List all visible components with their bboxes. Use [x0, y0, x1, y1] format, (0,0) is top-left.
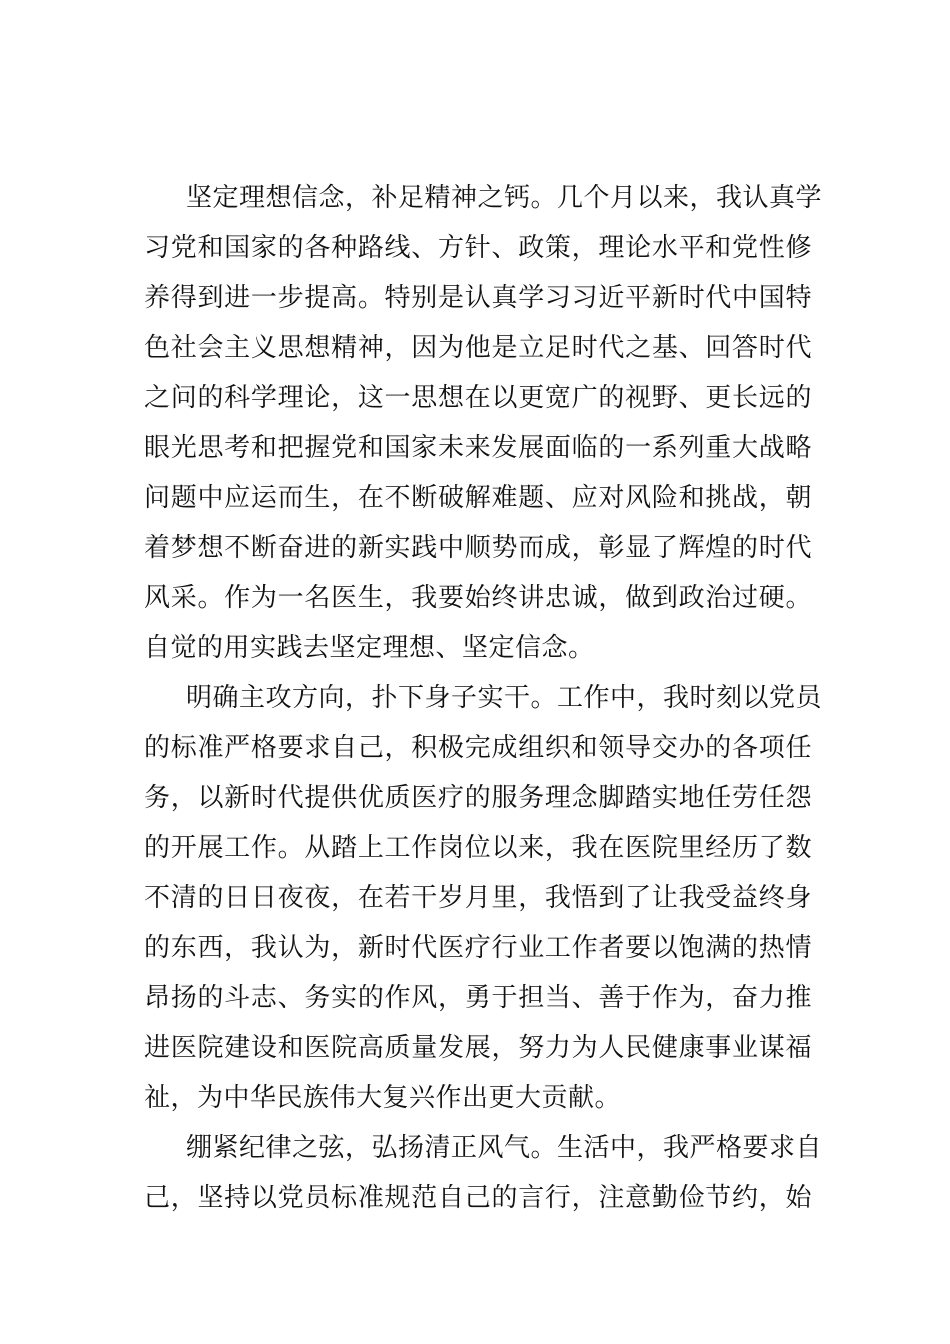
text-line: 问题中应运而生，在不断破解难题、应对风险和挑战，朝	[144, 483, 812, 513]
text-line: 坚定理想信念，补足精神之钙。几个月以来，我认真学	[186, 183, 823, 213]
text-line: 色社会主义思想精神，因为他是立足时代之基、回答时代	[144, 333, 812, 363]
text-line: 进医院建设和医院高质量发展，努力为人民健康事业谋福	[144, 1033, 812, 1063]
text-line: 己，坚持以党员标准规范自己的言行，注意勤俭节约，始	[144, 1183, 812, 1213]
text-line: 眼光思考和把握党和国家未来发展面临的一系列重大战略	[144, 433, 812, 463]
text-line: 祉，为中华民族伟大复兴作出更大贡献。	[144, 1083, 622, 1113]
text-line: 的开展工作。从踏上工作岗位以来，我在医院里经历了数	[144, 833, 812, 863]
text-line: 的东西，我认为，新时代医疗行业工作者要以饱满的热情	[144, 933, 812, 963]
text-line: 风采。作为一名医生，我要始终讲忠诚，做到政治过硬。	[144, 583, 812, 613]
text-line: 明确主攻方向，扑下身子实干。工作中，我时刻以党员	[186, 683, 823, 713]
text-line: 绷紧纪律之弦，弘扬清正风气。生活中，我严格要求自	[186, 1133, 823, 1163]
text-line: 务，以新时代提供优质医疗的服务理念脚踏实地任劳任怨	[144, 783, 812, 813]
text-line: 不清的日日夜夜，在若干岁月里，我悟到了让我受益终身	[144, 883, 812, 913]
text-line: 自觉的用实践去坚定理想、坚定信念。	[144, 633, 595, 663]
text-line: 之问的科学理论，这一思想在以更宽广的视野、更长远的	[144, 383, 812, 413]
text-line: 的标准严格要求自己，积极完成组织和领导交办的各项任	[144, 733, 812, 763]
text-line: 习党和国家的各种路线、方针、政策，理论水平和党性修	[144, 233, 812, 263]
text-line: 着梦想不断奋进的新实践中顺势而成，彰显了辉煌的时代	[144, 533, 812, 563]
text-line: 养得到进一步提高。特别是认真学习习近平新时代中国特	[144, 283, 812, 313]
text-line: 昂扬的斗志、务实的作风，勇于担当、善于作为，奋力推	[144, 983, 812, 1013]
